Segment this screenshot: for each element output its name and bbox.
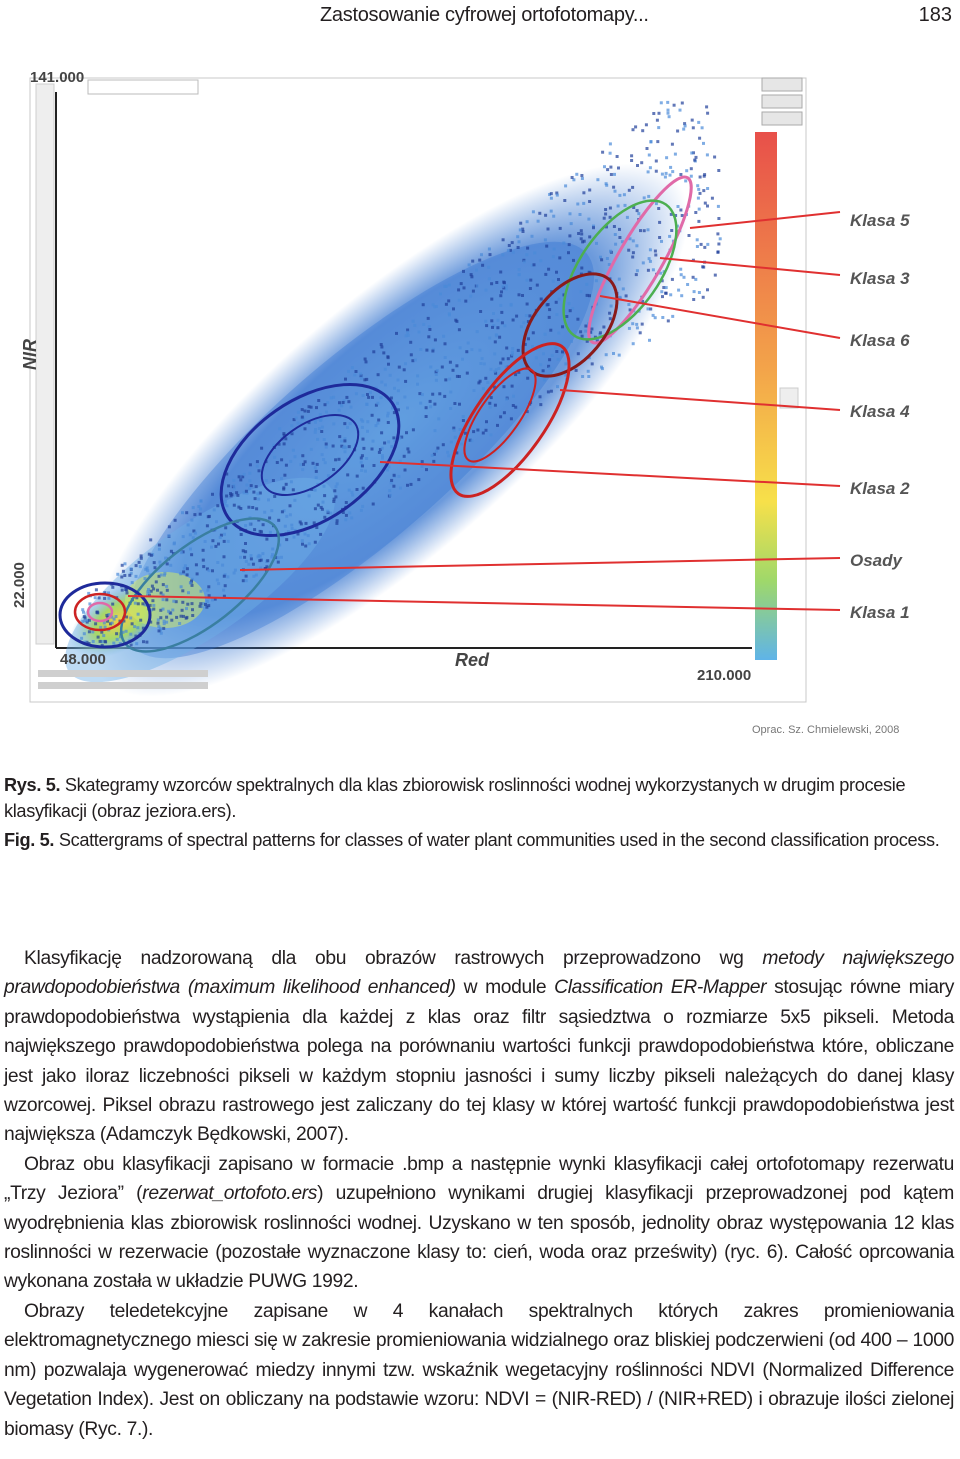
y-min-label: 22.000 <box>11 562 28 608</box>
p2-emphasis-file: rezerwat_ortofoto.ers <box>142 1183 318 1205</box>
scattergram-figure <box>0 60 960 750</box>
legend-osady: Osady <box>850 551 902 570</box>
body-text <box>4 944 954 1444</box>
legend-klasa-1: Klasa 1 <box>850 603 910 622</box>
legend-klasa-3: Klasa 3 <box>850 269 910 288</box>
legend-klasa-2: Klasa 2 <box>850 479 910 498</box>
setup-button[interactable] <box>762 95 802 108</box>
paragraph-2 <box>4 1150 954 1297</box>
figure-credit: Oprac. Sz. Chmielewski, 2008 <box>752 724 900 736</box>
p2-text-b: ) uzupełniono wynikami drugiej klasyfikacji przeprowadzonej pod kątem wyodrębnienia klas zbiorowisk roslinności wodnej. Uzyskano w ten sposób, jednolity obraz występowania 12 klas roslinności w rezerwacie (pozostałe wyznaczone klasy to: cień, woda oraz prześwity) (ryc. 6). Całość oprcowania wykonana została w układzie PUWG 1992. <box>4 1183 954 1293</box>
p1-emphasis-module: Classification ER-Mapper <box>554 977 767 999</box>
caption-polish <box>4 772 954 824</box>
page-number: 183 <box>918 4 952 26</box>
paragraph-1 <box>4 944 954 1150</box>
p1-text-c: stosując równe miary prawdopodobieństwa wystąpienia dla każdej z klas oraz filtr sąsiedztwa o rozmiarze 5x5 pikseli. Metoda największego prawdopodobieństwa polega na porównaniu wartości funkcji prawdopodobieństwa które, obliczane jest jako iloraz liczebności pikseli w każdym stopniu jasności i sumy liczby pikseli należących do danej klasy wzorcowej. Piksel obrazu rastrowego jest zaliczany do tej klasy w której wartość funkcji prawdopodobieństwa jest największa (Adamczyk Będkowski, 2007). <box>4 977 954 1146</box>
legend-klasa-5: Klasa 5 <box>850 211 910 230</box>
caption-en-label: Fig. 5. <box>4 830 55 850</box>
p1-text-b: w module <box>455 977 555 999</box>
x-axis-label: Red <box>455 650 490 670</box>
caption-english <box>4 827 954 853</box>
p2-text-a: Obraz obu klasyfikacji zapisano w formacie .bmp a następnie wynki klasyfikacji całej ortofotomapy rezerwatu „Trzy Jeziora” ( <box>4 1153 954 1205</box>
close-button[interactable] <box>762 78 802 91</box>
help-button[interactable] <box>762 112 802 125</box>
y-axis-label: NIR <box>20 339 40 370</box>
running-title: Zastosowanie cyfrowej ortofotomapy... <box>320 4 649 26</box>
y-max-label: 141.000 <box>30 69 85 86</box>
legend-klasa-4: Klasa 4 <box>850 402 910 421</box>
x-max-label: 210.000 <box>697 667 752 684</box>
caption-pl-label: Rys. 5. <box>4 775 61 795</box>
scattergram-graphic <box>0 60 960 750</box>
caption-en-text: Scattergrams of spectral patterns for classes of water plant communities used in the second classification process. <box>58 830 940 850</box>
legend-klasa-6: Klasa 6 <box>850 331 910 350</box>
window-title-box <box>88 80 198 94</box>
legend <box>850 211 910 622</box>
p1-text-a: Klasyfikację nadzorowaną dla obu obrazów rastrowych przeprowadzono wg <box>24 948 763 969</box>
paragraph-3: Obrazy teledetekcyjne zapisane w 4 kanałach spektralnych których zakres promieniowania elektromagnetycznego miesci się w zakresie promieniowania widzialnego oraz bliskiej podczerwieni (od 400 – 1000 nm) pozwalaja wygenerować miedzy innymi tzw. wskaźnik wegetacyjny roślinności NDVI (Normalized Difference Vegetation Index). Jest on obliczany na podstawie wzoru: NDVI = (NIR-RED) / (NIR+RED) i obrazuje ilości zielonej biomasy (Ryc. 7.). <box>4 1300 954 1440</box>
x-min-label: 48.000 <box>60 651 106 668</box>
p1-emphasis-method: metody największego prawdopodobieństwa (maximum likelihood enhanced) <box>4 948 954 999</box>
color-ramp <box>755 132 777 660</box>
page-header <box>0 2 960 30</box>
caption-pl-text: Skategramy wzorców spektralnych dla klas zbiorowisk roslinności wodnej wykorzystanych w drugim procesie klasyfikacji (obraz jeziora.ers). <box>4 775 906 821</box>
